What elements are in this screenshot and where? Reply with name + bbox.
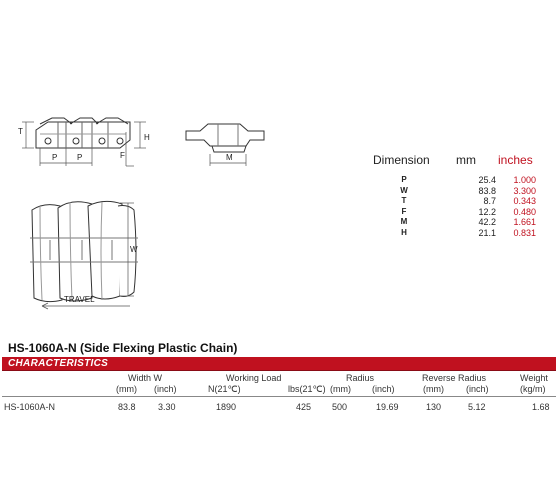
dimension-inch-value: 1.000: [513, 175, 536, 185]
dim-label-w: W: [130, 245, 138, 254]
dimension-label: H: [401, 227, 407, 237]
dimension-label: T: [401, 196, 407, 205]
sub-radius-inch: (inch): [372, 384, 395, 394]
dimension-label: M: [400, 217, 408, 226]
dimension-mm-value: 25.4: [478, 175, 496, 185]
characteristics-bar: [2, 357, 556, 371]
dimension-mm-value: 12.2: [478, 206, 496, 217]
dimension-label: F: [401, 206, 407, 216]
dimension-row: [360, 175, 540, 185]
dimension-mm-value: 8.7: [483, 196, 496, 206]
dimension-label: P: [401, 175, 407, 184]
characteristics-label: CHARACTERISTICS: [8, 358, 109, 369]
chain-side-view: [36, 118, 130, 148]
dim-label-t: T: [18, 127, 23, 136]
dimension-header: Dimension: [373, 153, 430, 167]
sub-load-lbs: lbs(21℃): [288, 384, 326, 394]
sub-weight-unit: (kg/m): [520, 384, 546, 394]
row-rev-mm: 130: [426, 402, 442, 412]
header-reverse-radius: Reverse Radius: [422, 373, 487, 383]
dimension-mm-value: 21.1: [478, 227, 496, 238]
dimension-row: [360, 196, 540, 206]
mm-header: mm: [456, 153, 476, 167]
sub-rev-inch: (inch): [466, 384, 489, 394]
dim-label-p2: P: [77, 153, 83, 162]
dimension-label: W: [400, 185, 408, 195]
row-load-lbs: 425: [296, 402, 312, 412]
dimension-mm-value: 42.2: [478, 217, 496, 227]
travel-label: TRAVEL: [64, 295, 95, 304]
chain-end-view: [186, 124, 264, 166]
dimension-inch-value: 0.480: [513, 206, 536, 217]
dimension-inch-value: 0.343: [513, 196, 536, 206]
row-weight: 1.68: [532, 402, 550, 412]
dimension-inch-value: 3.300: [513, 185, 536, 196]
header-width: Width W: [128, 373, 163, 383]
header-working-load: Working Load: [226, 373, 282, 383]
sub-load-n: N(21℃): [208, 384, 241, 394]
dimension-inch-value: 0.831: [513, 227, 536, 238]
row-width-inch: 3.30: [158, 402, 176, 412]
header-weight: Weight: [520, 373, 548, 383]
row-rev-inch: 5.12: [468, 402, 486, 412]
dim-label-f: F: [120, 151, 125, 160]
row-radius-inch: 19.69: [376, 402, 399, 412]
dim-label-p1: P: [52, 153, 58, 162]
inches-header: inches: [498, 153, 533, 167]
row-radius-mm: 500: [332, 402, 348, 412]
header-radius: Radius: [346, 373, 375, 383]
dimension-row: [360, 228, 540, 238]
sub-width-mm: (mm): [116, 384, 137, 394]
header-divider: [2, 396, 556, 397]
row-width-mm: 83.8: [118, 402, 136, 412]
row-load-n: 1890: [216, 402, 237, 412]
sub-radius-mm: (mm): [330, 384, 351, 394]
sub-rev-mm: (mm): [423, 384, 444, 394]
dimension-inch-value: 1.661: [513, 217, 536, 227]
dim-label-h: H: [144, 133, 150, 142]
chain-top-view: [30, 201, 138, 301]
sub-width-inch: (inch): [154, 384, 177, 394]
dim-label-m: M: [226, 153, 233, 162]
dimension-row: [360, 217, 540, 227]
dimension-row: [360, 207, 540, 217]
dimension-mm-value: 83.8: [478, 185, 496, 196]
product-title: HS-1060A-N (Side Flexing Plastic Chain): [8, 341, 238, 355]
row-model: HS-1060A-N: [4, 402, 56, 412]
dimension-row: [360, 186, 540, 196]
